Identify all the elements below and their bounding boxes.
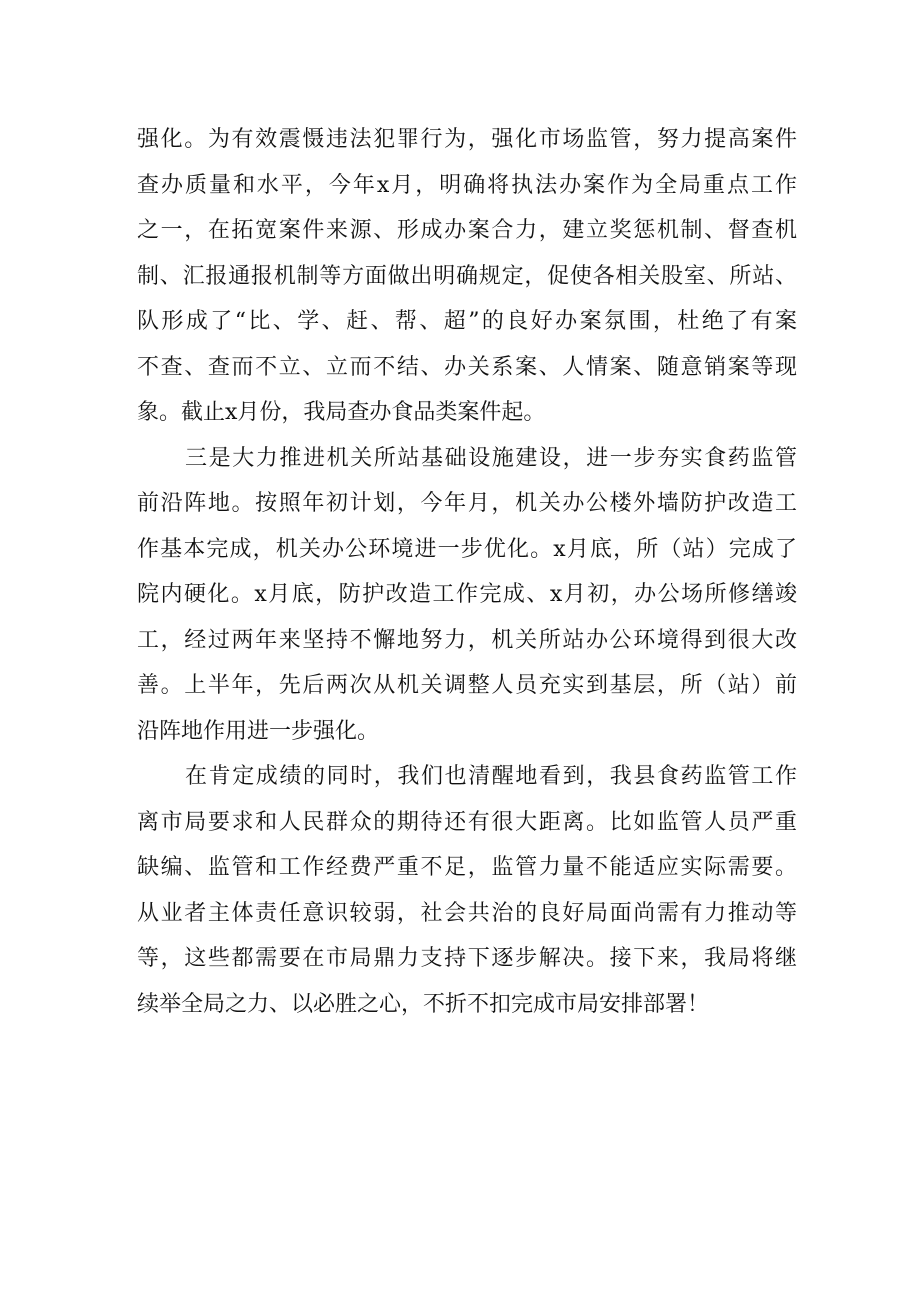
- text-line: 等，这些都需要在市局鼎力支持下逐步解决。接下来，我局将继: [137, 946, 797, 971]
- text-line: 在肯定成绩的同时，我们也清醒地看到，我县食药监管工作: [185, 764, 797, 789]
- paragraph-2: [137, 436, 797, 755]
- text-line: 前沿阵地。按照年初计划，今年月，机关办公楼外墙防护改造工: [137, 491, 797, 516]
- text-line: 作基本完成，机关办公环境进一步优化。x月底，所（站）完成了: [137, 536, 797, 562]
- text-line: 查办质量和水平，今年x月，明确将执法办案作为全局重点工作: [137, 172, 797, 198]
- text-line: 沿阵地作用进一步强化。: [137, 718, 380, 744]
- text-line: 续举全局之力、以必胜之心，不折不扣完成市局安排部署！: [137, 991, 710, 1017]
- text-line: 制、汇报通报机制等方面做出明确规定，促使各相关股室、所站、: [137, 263, 797, 289]
- text-line: 缺编、监管和工作经费严重不足，监管力量不能适应实际需要。: [137, 855, 797, 880]
- text-line: 从业者主体责任意识较弱，社会共治的良好局面尚需有力推动等: [137, 900, 797, 926]
- text-line: 强化。为有效震慑违法犯罪行为，强化市场监管，努力提高案件: [137, 127, 797, 152]
- paragraph-3: [137, 754, 797, 1027]
- document-body: [137, 117, 797, 1027]
- text-line: 离市局要求和人民群众的期待还有很大距离。比如监管人员严重: [137, 809, 797, 835]
- text-line: 工，经过两年来坚持不懈地努力，机关所站办公环境得到很大改: [137, 627, 797, 653]
- text-line: 院内硬化。x月底，防护改造工作完成、x月初，办公场所修缮竣: [137, 582, 797, 607]
- paragraph-1: [137, 117, 797, 436]
- text-line: 象。截止x月份，我局查办食品类案件起。: [137, 400, 546, 425]
- text-line: 善。上半年，先后两次从机关调整人员充实到基层，所（站）前: [137, 673, 797, 698]
- text-line: 之一，在拓宽案件来源、形成办案合力，建立奖惩机制、督查机: [137, 218, 797, 243]
- text-line: 三是大力推进机关所站基础设施建设，进一步夯实食药监管: [185, 445, 797, 471]
- text-line: 队形成了“比、学、赶、帮、超”的良好办案氛围，杜绝了有案: [137, 309, 797, 334]
- text-line: 不查、查而不立、立而不结、办关系案、人情案、随意销案等现: [137, 354, 797, 380]
